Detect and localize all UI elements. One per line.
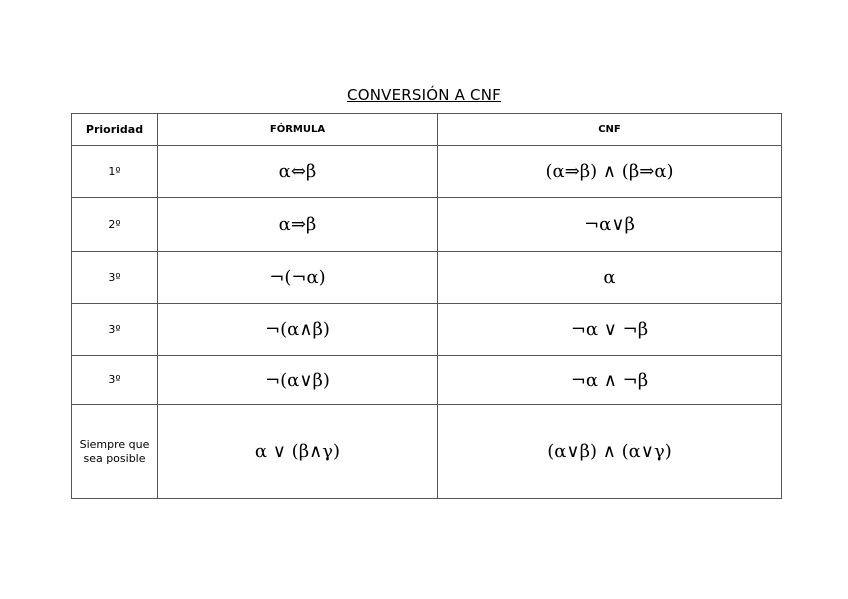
formula-cell: ¬(¬α): [158, 252, 438, 304]
priority-cell: 2º: [72, 198, 158, 252]
priority-cell: Siempre que sea posible: [72, 405, 158, 499]
formula-cell: ¬(α∧β): [158, 304, 438, 356]
table-row: [72, 356, 782, 405]
cnf-cell: (α∨β) ∧ (α∨γ): [438, 405, 782, 499]
formula-cell: α ∨ (β∧γ): [158, 405, 438, 499]
table-row: [72, 405, 782, 499]
formula-cell: α⇒β: [158, 198, 438, 252]
priority-cell: 1º: [72, 146, 158, 198]
table-row: [72, 304, 782, 356]
priority-cell: 3º: [72, 304, 158, 356]
cnf-cell: α: [438, 252, 782, 304]
table-row: [72, 252, 782, 304]
formula-cell: ¬(α∨β): [158, 356, 438, 405]
cnf-cell: ¬α ∨ ¬β: [438, 304, 782, 356]
header-formula: FÓRMULA: [158, 114, 438, 146]
cnf-cell: ¬α∨β: [438, 198, 782, 252]
cnf-conversion-table: [71, 113, 782, 499]
header-priority: Prioridad: [72, 114, 158, 146]
priority-cell: 3º: [72, 356, 158, 405]
formula-cell: α⇔β: [158, 146, 438, 198]
page-title: CONVERSIÓN A CNF: [347, 86, 501, 104]
priority-cell: 3º: [72, 252, 158, 304]
table-header-row: [72, 114, 782, 146]
header-cnf: CNF: [438, 114, 782, 146]
cnf-cell: (α⇒β) ∧ (β⇒α): [438, 146, 782, 198]
cnf-cell: ¬α ∧ ¬β: [438, 356, 782, 405]
table-row: [72, 198, 782, 252]
table-row: [72, 146, 782, 198]
